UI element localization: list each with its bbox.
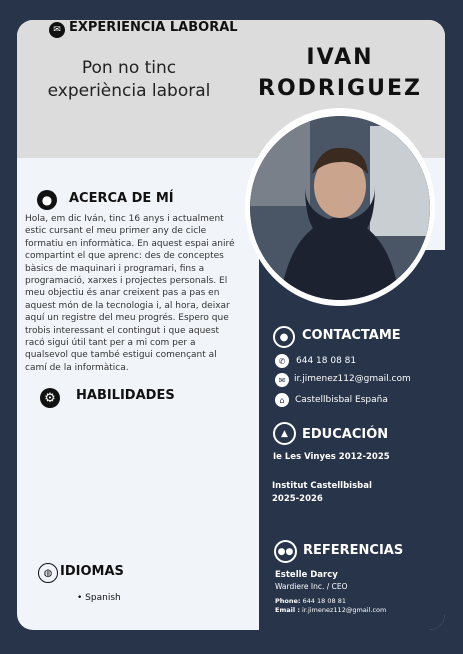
- language-item-label: Spanish: [85, 593, 121, 603]
- education-entry-1: Ie Les Vinyes 2012-2025: [273, 452, 390, 462]
- contact-title: CONTACTAME: [302, 328, 401, 343]
- reference-email-value: ir.jimenez112@gmail.com: [302, 606, 387, 614]
- reference-email: [275, 606, 386, 614]
- reference-name: Estelle Darcy: [275, 570, 338, 580]
- globe-icon: ◍: [38, 563, 58, 583]
- about-line: Hola, em dic Iván, tinc 16 anys i actualment: [25, 214, 224, 224]
- graduation-cap-icon: ▲: [273, 422, 296, 445]
- contact-phone: 644 18 08 81: [296, 356, 357, 366]
- about-line: aquí un registre del meu progrés. Espero que: [25, 313, 229, 324]
- experience-text-2: experiència laboral: [47, 81, 211, 101]
- skills-title: HABILIDADES: [76, 388, 175, 403]
- about-title: ACERCA DE MÍ: [69, 191, 174, 206]
- home-icon: ⌂: [275, 393, 289, 407]
- gear-icon: ⚙: [40, 388, 60, 408]
- briefcase-icon: ✉: [49, 22, 65, 38]
- name-last: RODRIGUEZ: [258, 76, 422, 101]
- reference-phone-value: 644 18 08 81: [302, 597, 346, 605]
- reference-role: Wardiere Inc. / CEO: [275, 582, 348, 591]
- about-line: compartint el que aprenc: des de conceptes: [25, 251, 224, 262]
- languages-title: IDIOMAS: [60, 564, 124, 579]
- mail-icon: ✉: [275, 373, 289, 387]
- about-line: estic cursant el meu primer any de cicle: [25, 226, 207, 237]
- reference-email-label: Email :: [275, 606, 300, 614]
- contact-location: Castellbisbal España: [295, 395, 388, 405]
- language-item: • Spanish: [77, 593, 121, 603]
- about-text: [25, 213, 243, 374]
- reference-phone: [275, 597, 346, 605]
- education-title: EDUCACIÓN: [302, 427, 389, 442]
- contact-email: ir.jimenez112@gmail.com: [294, 374, 411, 384]
- about-line: camí de la informàtica.: [25, 362, 129, 373]
- education-entry-2-years: 2025-2026: [272, 494, 323, 504]
- name-heading: [255, 42, 425, 104]
- person-circle-icon: ●: [273, 326, 295, 348]
- phone-icon: ✆: [275, 354, 289, 368]
- about-line: formatiu en informàtica. En aquest espai aniré: [25, 238, 235, 249]
- education-entry-2-school: Institut Castellbisbal: [272, 481, 372, 491]
- group-icon: ●●: [274, 540, 297, 563]
- about-line: bàsics de maquinari i programari, fins a: [25, 263, 205, 274]
- profile-photo: [250, 116, 430, 300]
- experience-title: EXPERIENCIA LABORAL: [69, 20, 238, 35]
- about-line: meu objectiu és anar creixent pas a pas en: [25, 288, 220, 299]
- name-first: IVAN: [306, 45, 374, 70]
- references-title: REFERENCIAS: [303, 543, 404, 558]
- about-line: programació, xarxes i projectes personals. El: [25, 276, 228, 287]
- experience-text-1: Pon no tinc: [81, 58, 177, 78]
- person-icon: ●: [37, 190, 57, 210]
- about-line: aquest món de la tecnologia i, al hora, deixar: [25, 300, 230, 311]
- about-line: racó sigui útil tant per a mi com per a: [25, 338, 196, 349]
- about-line: qualsevol que també estigui començant al: [25, 350, 217, 361]
- reference-phone-label: Phone:: [275, 597, 301, 605]
- about-line: trobis interessant el contingut i que aquest: [25, 325, 220, 336]
